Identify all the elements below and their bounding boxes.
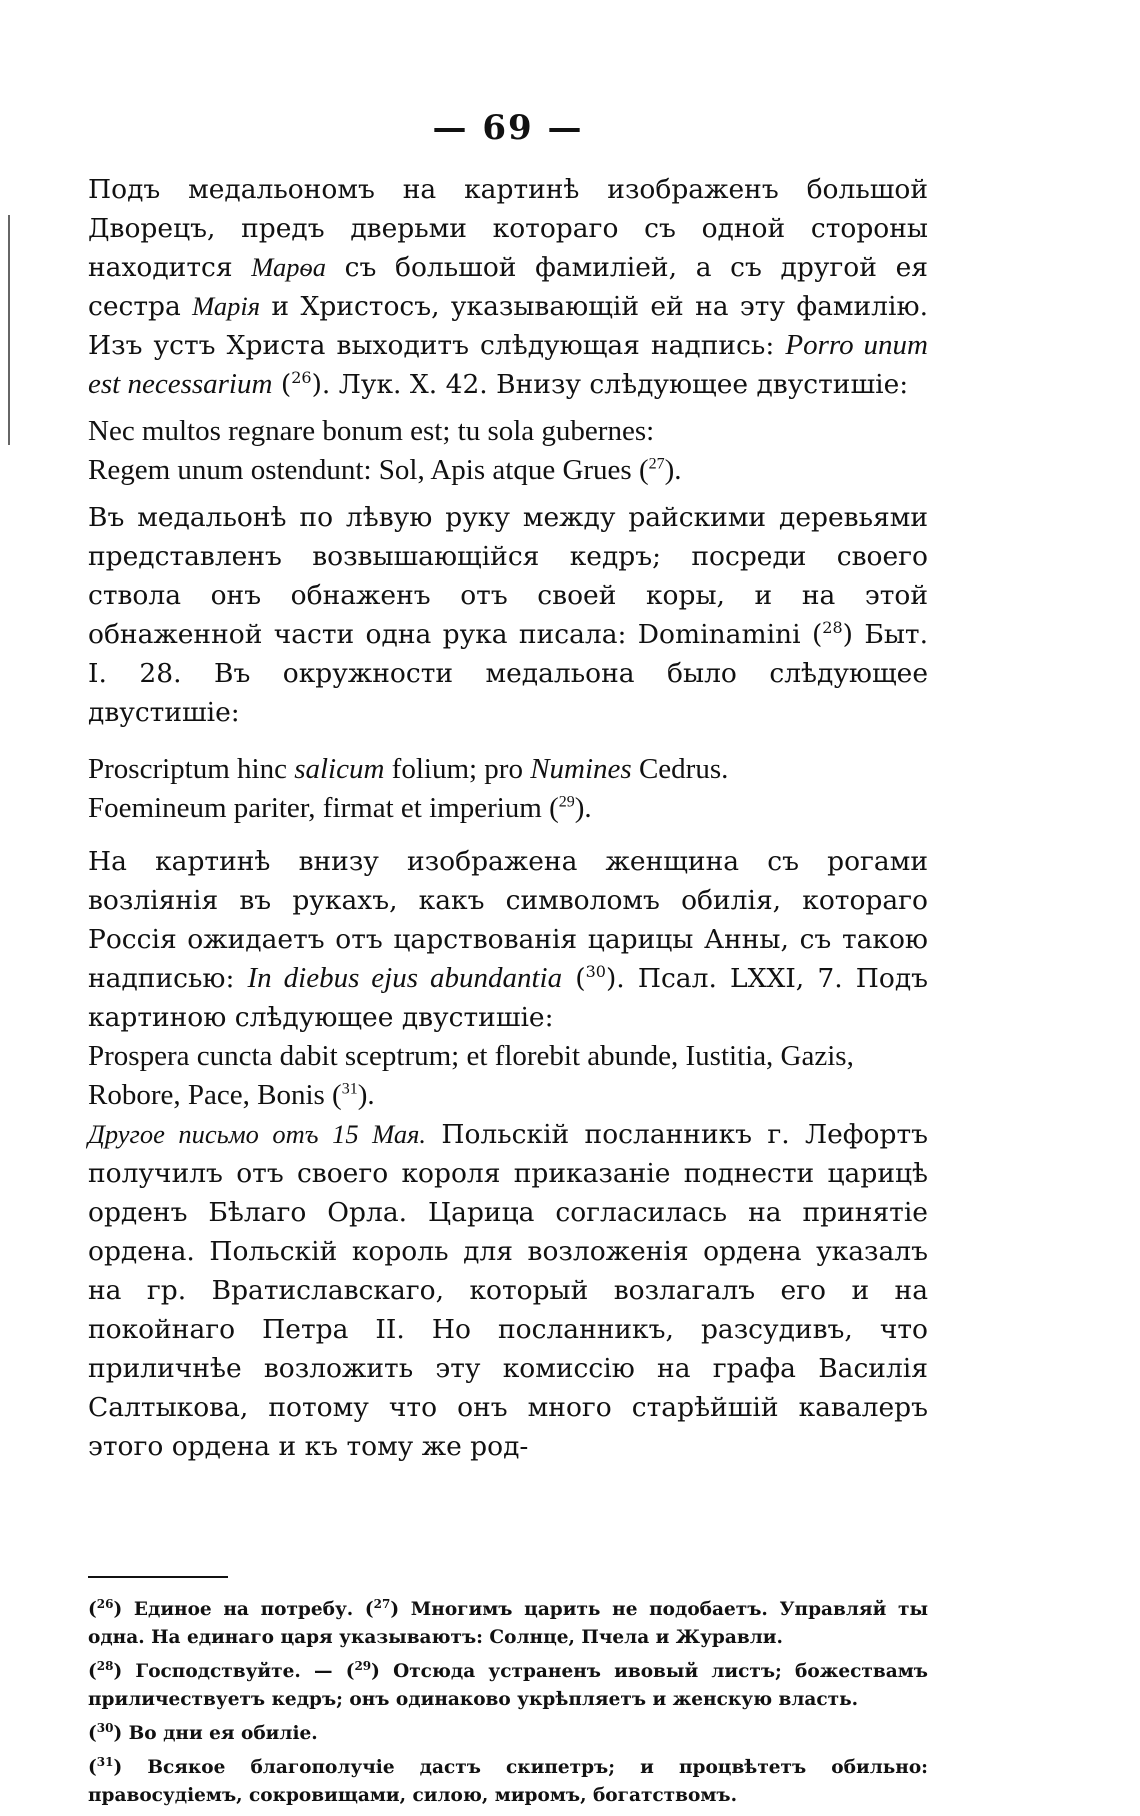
footnote-ref: 29 [558, 793, 575, 811]
paragraph-3: На картинѣ внизу изображена женщина съ рогами возліянія въ рукахъ, какъ символомъ обилія, котораго Россія ожидаетъ отъ царствованія царицы Анны, съ такою надписью: In diebus ejus abundantia ($^{30}$). Псал. LXXI, 7. Подъ картиною слѣдующее двустишіе: [88, 846, 929, 1033]
margin-mark [8, 215, 10, 445]
footnote-ref: 27 [648, 455, 665, 473]
latin-quote: Porro unum est necessarium [88, 329, 928, 400]
footnote: ($^{30}$) Во дни ея обиліе. [88, 1720, 318, 1744]
footnote: ($^{26}$) Единое на потребу. ($^{27}$) Многимъ царить не подобаетъ. Управляй ты одна. На единаго царя указываютъ: Солнце, Пчела и Журавли. [88, 1596, 928, 1648]
verse-line: Proscriptum hinc salicum folium; pro Numines Cedrus. [88, 753, 729, 785]
verse-line: Nec multos regnare bonum est; tu sola gubernes: [88, 415, 655, 447]
verse-line: Prospera cuncta dabit sceptrum; et florebit abunde, Iustitia, Gazis, Robore, Pace, Bonis ($^{31}$). [88, 1040, 854, 1111]
page [88, 108, 928, 1816]
footnote-rule [88, 1576, 228, 1578]
verse-2 [88, 750, 928, 828]
verse-1 [88, 412, 928, 490]
latin-quote: In diebus ejus abundantia [247, 962, 563, 994]
footnotes [88, 1596, 928, 1810]
footnote-ref: 31 [341, 1080, 358, 1098]
paragraph-1: Подъ медальономъ на картинѣ изображенъ большой Дворецъ, предъ дверьми котораго съ одной стороны находится Марѳа съ большой фамиліей, а съ другой ея сестра Марія и Христосъ, указывающій ей на эту фамилію. Изъ устъ Христа выходитъ слѣдующая надпись: Porro unum est necessarium ($^{26}$). Лук. X. 42. Внизу слѣдующее двустишіе: [88, 174, 929, 400]
verse-line: Foemineum pariter, firmat et imperium ($^{29}$). [88, 792, 592, 824]
footnote-ref: 30 [585, 962, 606, 982]
letter-heading: Другое письмо отъ 15 Мая. [88, 1119, 427, 1149]
footnote: ($^{28}$) Господствуйте. — ($^{29}$) Отсюда устраненъ ивовый листъ; божествамъ приличествуетъ кедръ; онъ одинаково укрѣпляетъ и женскую власть. [88, 1658, 928, 1710]
name-maria: Марія [192, 291, 261, 321]
verse-3 [88, 1037, 928, 1115]
footnote-ref: 28 [822, 618, 843, 638]
footnote: ($^{31}$) Всякое благополучіе дастъ скипетръ; и процвѣтетъ обильно: правосудіемъ, сокровищами, силою, миромъ, богатствомъ. [88, 1754, 928, 1806]
paragraph-4: Другое письмо отъ 15 Мая. Польскій посланникъ г. Лефортъ получилъ отъ своего короля приказаніе поднести царицѣ орденъ Бѣлаго Орла. Царица согласилась на принятіе ордена. Польскій король для возложенія ордена указалъ на гр. Вратиславскаго, который возлагалъ его и на покойнаго Петра II. Но посланникъ, разсудивъ, что приличнѣе возложить эту комиссію на графа Василія Салтыкова, потому что онъ много старѣйшій кавалеръ этого ордена и къ тому же род- [88, 1119, 928, 1462]
name-martha: Марѳа [251, 252, 326, 282]
paragraph-2: Въ медальонѣ по лѣвую руку между райскими деревьями представленъ возвышающійся кедръ; посреди своего ствола онъ обнаженъ отъ своей коры, и на этой обнаженной части одна рука писала: Dominamini ($^{28}$) Быт. I. 28. Въ окружности медальона было слѣдующее двустишіе: [88, 502, 928, 728]
page-number: — 69 — [432, 108, 584, 148]
verse-line: Regem unum ostendunt: Sol, Apis atque Grues ($^{27}$). [88, 454, 682, 486]
footnote-ref: 26 [291, 368, 312, 388]
